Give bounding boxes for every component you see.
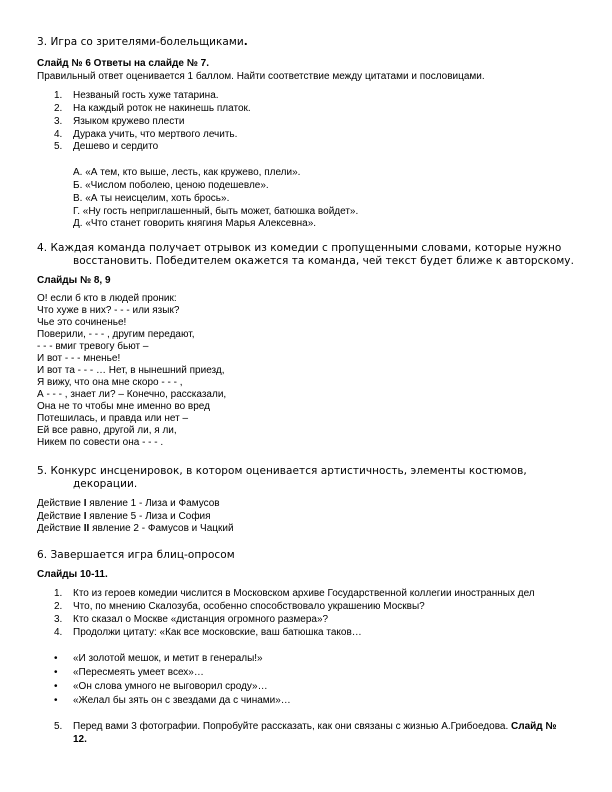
list-number: 2. [54, 103, 63, 114]
section-6-slide-label: Слайды 10-11. [37, 569, 108, 580]
list-number: 2. [54, 601, 63, 612]
poem-line: Поверили, - - - , другим передают, [37, 329, 195, 340]
list-number: 5. [54, 721, 63, 732]
list-number: 1. [54, 588, 63, 599]
act-rest: явление 5 - Лиза и София [86, 511, 211, 522]
question-5-text: Перед вами 3 фотографии. Попробуйте рассказать, как они связаны с жизнью А.Грибоедова. [73, 721, 509, 732]
section-3-heading-text: 3. Игра со зрителями-болельщиками [37, 36, 244, 48]
section-3-slide-label: Слайд № 6 Ответы на слайде № 7. [37, 58, 209, 69]
poem-line: - - - вмиг тревогу бьют – [37, 341, 149, 352]
act-item [37, 523, 234, 534]
bullet-icon: • [54, 681, 58, 692]
list-item-text: Незваный гость хуже татарина. [73, 90, 219, 101]
bullet-text: «И золотой мешок, и метит в генералы!» [73, 653, 263, 664]
quote-item: Г. «Ну гость неприглашенный, быть может, батюшка войдет». [73, 206, 359, 217]
quote-item: А. «А тем, кто выше, лесть, как кружево, плели». [73, 167, 301, 178]
act-roman: I [83, 498, 87, 509]
poem-line: Никем по совести она - - - . [37, 437, 164, 448]
list-item-text: На каждый роток не накинешь платок. [73, 103, 251, 114]
list-item-text: Продолжи цитату: «Как все московские, ваш батюшка таков… [73, 627, 362, 638]
bullet-text: «Пересмеять умеет всех»… [73, 667, 204, 678]
act-item [37, 511, 211, 522]
act-prefix: Действие [37, 498, 84, 509]
poem-line: Потешилась, и правда или нет – [37, 413, 189, 424]
quote-item: В. «А ты неисцелим, хоть брось». [73, 193, 230, 204]
list-item-text: Дешево и сердито [73, 141, 159, 152]
section-4-heading-line-1: 4. Каждая команда получает отрывок из комедии с пропущенными словами, которые нужно [37, 242, 562, 254]
act-item [37, 498, 220, 509]
section-6-heading: 6. Завершается игра блиц-опросом [37, 549, 235, 561]
poem-line: Она не то чтобы мне именно во вред [37, 401, 210, 412]
list-item-text: Что, по мнению Скалозуба, особенно способствовало украшению Москвы? [73, 601, 425, 612]
question-5-slide-number: 12. [73, 734, 87, 745]
list-number: 4. [54, 627, 63, 638]
section-5-heading-line-1: 5. Конкурс инсценировок, в котором оценивается артистичность, элементы костюмов, [37, 465, 527, 477]
list-item-text: Кто из героев комедии числится в Московском архиве Государственной коллегии иностранных дел [73, 588, 535, 599]
poem-line: И вот та - - - … Нет, в нынешний приезд, [37, 365, 225, 376]
poem-line: Что хуже в них? - - - или язык? [37, 305, 180, 316]
section-3-instruction: Правильный ответ оценивается 1 баллом. Найти соответствие между цитатами и пословицами. [37, 71, 485, 82]
list-number: 1. [54, 90, 63, 101]
poem-line: И вот - - - мненье! [37, 353, 121, 364]
poem-line: Ей все равно, другой ли, я ли, [37, 425, 177, 436]
section-3-heading [37, 36, 248, 48]
poem-line: Чье это сочиненье! [37, 317, 127, 328]
list-item-text: Кто сказал о Москве «дистанция огромного размера»? [73, 614, 329, 625]
act-prefix: Действие [37, 511, 84, 522]
list-number: 5. [54, 141, 63, 152]
section-3-heading-dot: . [243, 36, 248, 48]
section-4-slide-label: Слайды № 8, 9 [37, 275, 111, 286]
poem-line: О! если б кто в людей проник: [37, 293, 177, 304]
act-rest: явление 2 - Фамусов и Чацкий [89, 523, 234, 534]
poem-line: Я вижу, что она мне скоро - - - , [37, 377, 183, 388]
bullet-icon: • [54, 667, 58, 678]
question-5-line-1 [73, 721, 557, 732]
section-4-heading-line-2: восстановить. Победителем окажется та команда, чей текст будет ближе к авторскому. [73, 255, 574, 267]
bullet-text: «Желал бы зять он с звездами да с чинами»… [73, 695, 291, 706]
bullet-icon: • [54, 695, 58, 706]
question-5-slide-label: Слайд № [508, 721, 557, 732]
poem-line: А - - - , знает ли? – Конечно, рассказали, [37, 389, 227, 400]
act-prefix: Действие [37, 523, 84, 534]
act-roman: II [83, 523, 90, 534]
quote-item: Д. «Что станет говорить княгиня Марья Алексевна». [73, 218, 317, 229]
list-number: 3. [54, 116, 63, 127]
bullet-icon: • [54, 653, 58, 664]
list-number: 4. [54, 129, 63, 140]
quote-item: Б. «Числом поболею, ценою подешевле». [73, 180, 269, 191]
list-number: 3. [54, 614, 63, 625]
bullet-text: «Он слова умного не выговорил сроду»… [73, 681, 268, 692]
list-item-text: Дурака учить, что мертвого лечить. [73, 129, 238, 140]
list-item-text: Языком кружево плести [73, 116, 185, 127]
act-roman: I [83, 511, 87, 522]
section-5-heading-line-2: декорации. [73, 478, 138, 490]
act-rest: явление 1 - Лиза и Фамусов [86, 498, 220, 509]
